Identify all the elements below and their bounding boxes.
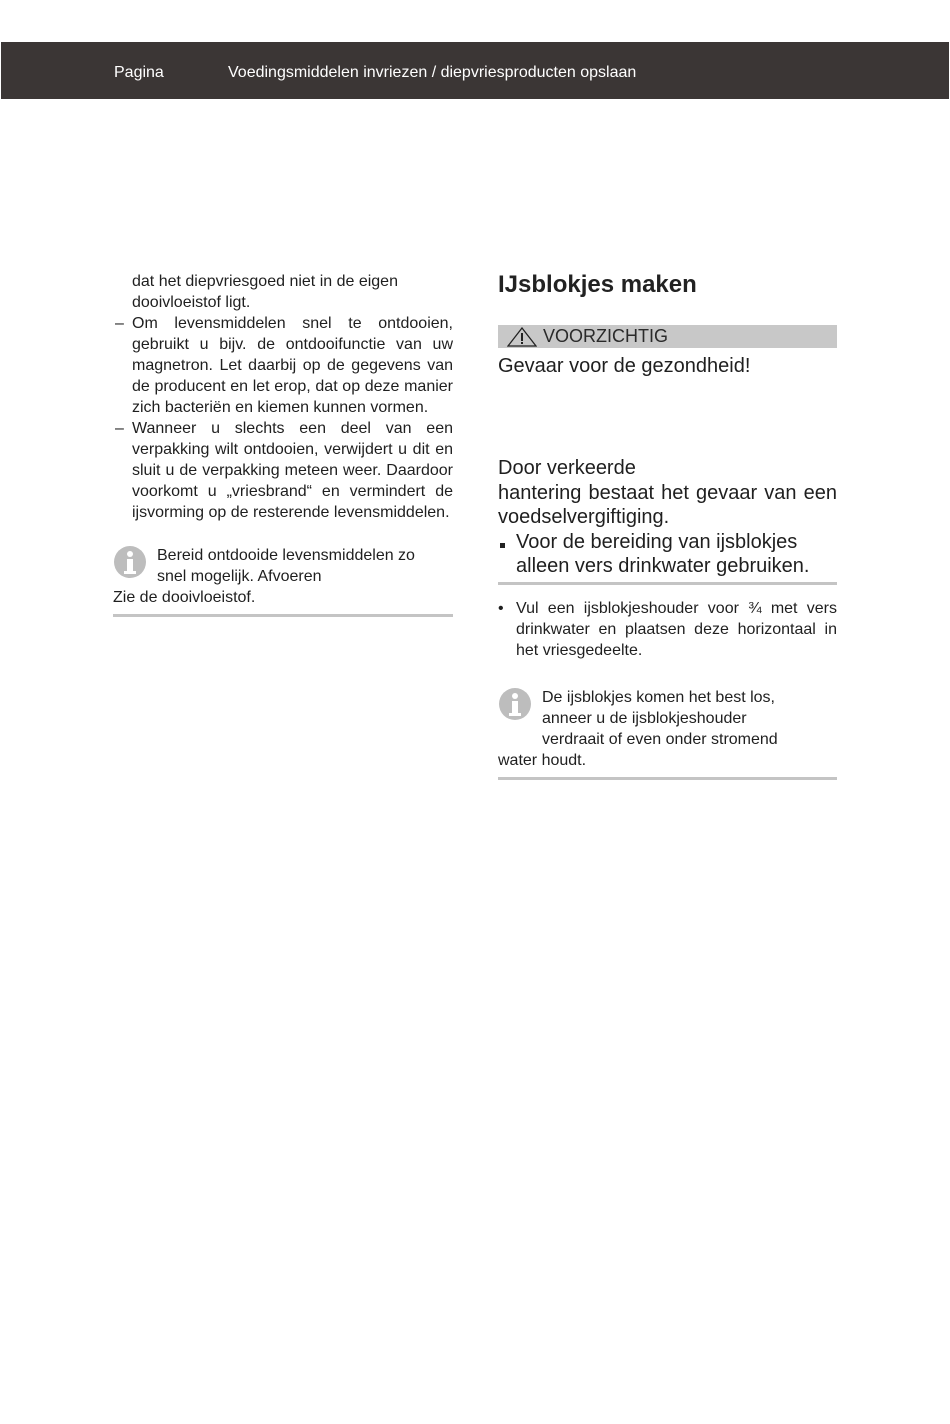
right-column	[498, 271, 837, 780]
list-item-text: Om levensmiddelen snel te ontdooien, gebruikt u bijv. de ontdooifunctie van uw magnetron. Let daarbij op de gegevens van de producent en let erop, dat op deze manier zich bacteriën en kiemen kunnen vormen.	[132, 315, 453, 416]
warning-triangle-icon	[507, 327, 537, 347]
page-label: Pagina	[114, 64, 164, 81]
info-icon	[113, 545, 147, 579]
square-bullet-icon	[500, 543, 505, 548]
danger-text-rest: hantering bestaat het gevaar van een voedselvergiftiging.	[498, 481, 837, 528]
list-item-text: Wanneer u slechts een deel van een verpakking wilt ontdooien, verwijdert u dit en sluit u de verpakking meteen weer. Daardoor voorkomt u „vriesbrand“ en vermindert de ijsvorming op de resterende levensmiddelen.	[132, 420, 453, 521]
info-note	[498, 687, 837, 780]
info-note	[113, 545, 453, 617]
note-line: Zie de dooivloeistof.	[113, 589, 256, 606]
step-item	[498, 598, 837, 661]
note-line: verdraait of even onder stromend	[542, 730, 778, 748]
section-title: Voedingsmiddelen invriezen / diepvriesproducten opslaan	[228, 64, 637, 81]
note-line: snel mogelijk. Afvoeren	[157, 568, 322, 585]
warning-bar	[498, 325, 837, 348]
note-line: Bereid ontdooide levensmiddelen zo	[157, 547, 415, 564]
dot-marker: •	[498, 599, 504, 617]
list-item	[113, 313, 453, 418]
danger-text	[498, 456, 837, 530]
step-text: Vul een ijsblokjeshouder voor ¾ met vers drinkwater en plaatsen deze horizontaal in het vriesgedeelte.	[516, 599, 837, 659]
bullet-text: Voor de bereiding van ijsblokjes alleen vers drinkwater gebruiken.	[516, 530, 810, 577]
dash-list	[113, 313, 453, 523]
left-column	[113, 271, 453, 617]
intro-paragraph: dat het diepvriesgoed niet in de eigen dooivloeistof ligt.	[132, 273, 398, 311]
bullet-item	[498, 530, 837, 579]
warning-label: VOORZICHTIG	[543, 326, 668, 346]
danger-text-line: Door verkeerde	[498, 457, 636, 479]
dash-marker: –	[115, 420, 124, 437]
section-heading: IJsblokjes maken	[498, 271, 697, 298]
note-line: anneer u de ijsblokjeshouder	[542, 709, 747, 727]
note-line: De ijsblokjes komen het best los,	[542, 688, 775, 706]
divider	[498, 582, 837, 585]
note-line: water houdt.	[498, 751, 587, 769]
page-header	[1, 42, 949, 99]
info-icon	[498, 687, 532, 721]
list-item	[113, 418, 453, 523]
dash-marker: –	[115, 315, 124, 332]
danger-title: Gevaar voor de gezondheid!	[498, 355, 751, 377]
